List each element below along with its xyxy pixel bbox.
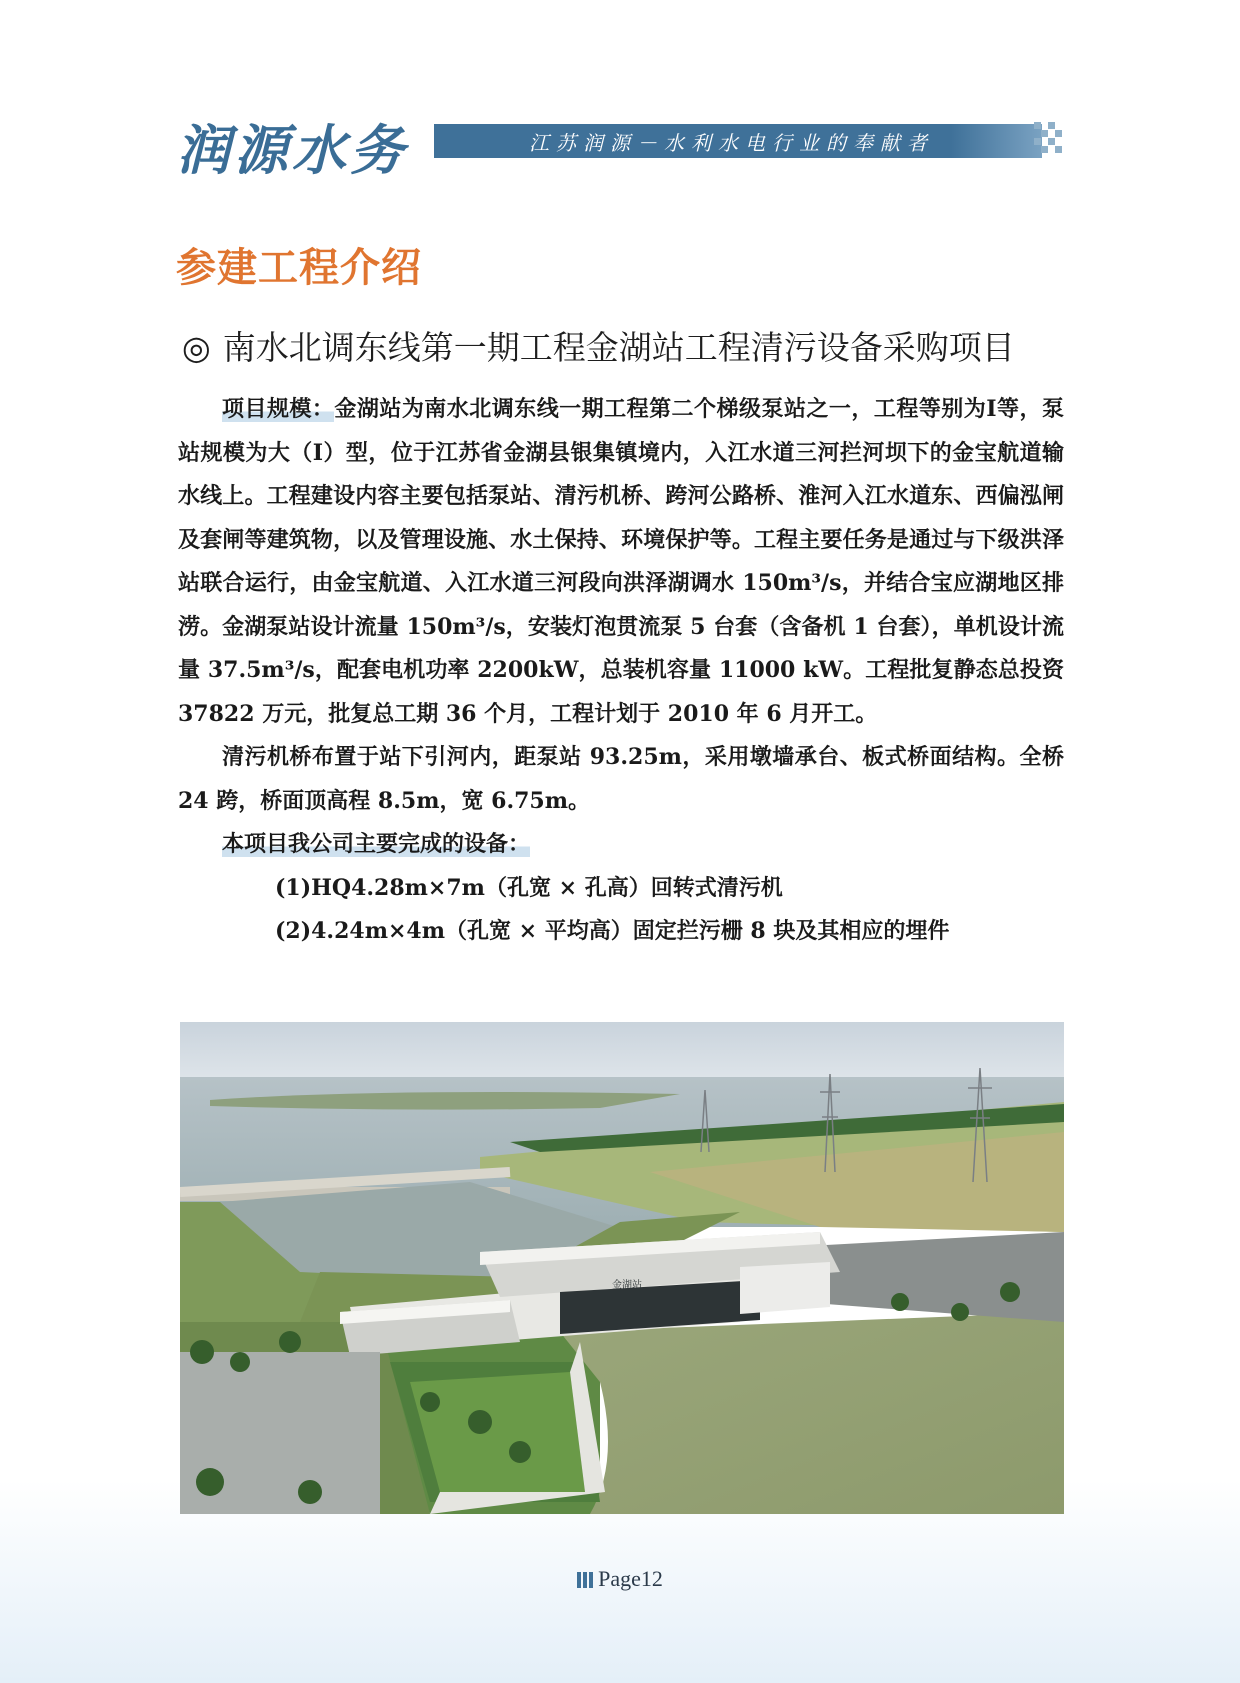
- equipment-label: 本项目我公司主要完成的设备：: [222, 831, 531, 857]
- scale-label: 项目规模：: [222, 396, 335, 422]
- slogan-banner: [434, 124, 1042, 158]
- brand-logo-text: 润源水务: [176, 118, 408, 182]
- scale-text: 金湖站为南水北调东线一期工程第二个梯级泵站之一，工程等别为Ⅰ等，泵站规模为大（Ⅰ）型，位于江苏省金湖县银集镇境内，入江水道三河拦河坝下的金宝航道输水线上。工程建设内容主要包括泵站、清污机桥、跨河公路桥、淮河入江水道东、西偏泓闸及套闸等建筑物，以及管理设施、水土保持、环境保护等。工程主要任务是通过与下级洪泽站联合运行，由金宝航道、入江水道三河段向洪泽湖调水 150m³/s，并结合宝应湖地区排涝。金湖泵站设计流量 150m³/s，安装灯泡贯流泵 5 台套（含备机 1 台套），单机设计流量 37.5m³/s，配套电机功率 2200kW，总装机容量 11000 kW。工程批复静态总投资 37822 万元，批复总工期 36 个月，工程计划于 2010 年 6 月开工。: [178, 396, 1064, 727]
- section-title: 参建工程介绍: [176, 245, 422, 291]
- station-sign: 金湖站: [612, 1280, 642, 1291]
- equipment-item: (2)4.24m×4m（孔宽 × 平均高）固定拦污栅 8 块及其相应的埋件: [275, 918, 950, 944]
- project-description: [178, 388, 1064, 954]
- bullet-ring-icon: ◎: [182, 328, 211, 367]
- bridge-paragraph: 清污机桥布置于站下引河内，距泵站 93.25m，采用墩墙承台、板式桥面结构。全桥 24 跨，桥面顶高程 8.5m，宽 6.75m。: [178, 744, 1064, 814]
- page-footer: [0, 1566, 1240, 1594]
- pump-station-aerial-photo: [180, 1022, 1064, 1514]
- page-header: [0, 0, 1240, 200]
- slogan-text: 江苏润源－水利水电行业的奉献者: [529, 131, 934, 155]
- project-title: [182, 322, 1015, 369]
- equipment-heading: [178, 823, 1064, 867]
- project-title-text: 南水北调东线第一期工程金湖站工程清污设备采购项目: [222, 328, 1015, 367]
- equipment-item: (1)HQ4.28m×7m（孔宽 × 孔高）回转式清污机: [275, 874, 783, 901]
- scale-paragraph: [178, 388, 1064, 736]
- banner-decoration: [1034, 122, 1064, 160]
- page-marker-icon: [577, 1568, 595, 1594]
- page-number: Page12: [598, 1566, 663, 1591]
